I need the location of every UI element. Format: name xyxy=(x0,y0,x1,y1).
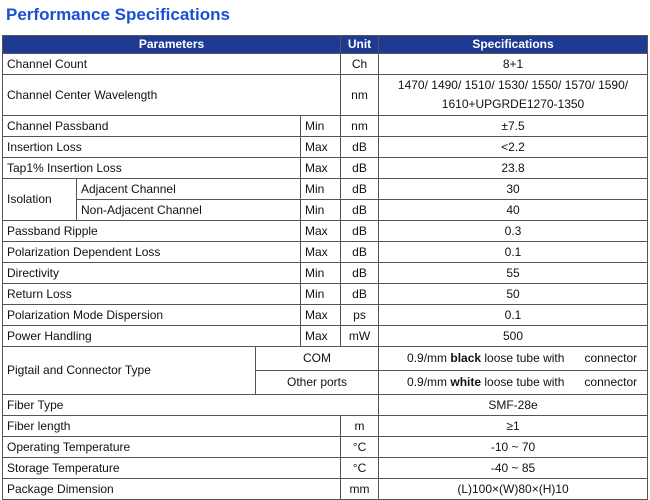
table-row xyxy=(3,347,648,371)
row-spec: <2.2 xyxy=(379,137,648,158)
row-unit: ps xyxy=(341,305,379,326)
table-row xyxy=(3,479,648,500)
row-spec: ±7.5 xyxy=(379,116,648,137)
row-minmax: Max xyxy=(301,326,341,347)
row-sublabel: Non-Adjacent Channel xyxy=(77,200,301,221)
row-spec: -10 ~ 70 xyxy=(379,437,648,458)
row-spec: ≥1 xyxy=(379,416,648,437)
row-label: Package Dimension xyxy=(3,479,341,500)
row-unit: dB xyxy=(341,158,379,179)
row-spec: 50 xyxy=(379,284,648,305)
row-sublabel: Adjacent Channel xyxy=(77,179,301,200)
header-unit: Unit xyxy=(341,36,379,54)
header-parameters: Parameters xyxy=(3,36,341,54)
row-spec: 0.1 xyxy=(379,305,648,326)
row-minmax: Min xyxy=(301,263,341,284)
spec-line: 1470/ 1490/ 1510/ 1530/ 1550/ 1570/ 1590/ xyxy=(397,78,629,92)
row-label: Storage Temperature xyxy=(3,458,341,479)
spec-text: loose tube with xyxy=(481,351,565,365)
row-spec xyxy=(379,347,648,371)
row-unit: dB xyxy=(341,263,379,284)
row-spec: 0.1 xyxy=(379,242,648,263)
row-label: Fiber Type xyxy=(3,395,379,416)
row-spec: 30 xyxy=(379,179,648,200)
table-row xyxy=(3,395,648,416)
row-minmax: Max xyxy=(301,221,341,242)
row-unit: dB xyxy=(341,242,379,263)
table-row xyxy=(3,179,648,200)
page-title: Performance Specifications xyxy=(6,5,230,24)
row-spec xyxy=(379,75,648,116)
spec-text: connector xyxy=(584,375,638,389)
row-minmax: Min xyxy=(301,284,341,305)
row-unit: m xyxy=(341,416,379,437)
row-minmax: Min xyxy=(301,200,341,221)
table-row xyxy=(3,326,648,347)
row-label: Channel Count xyxy=(3,54,341,75)
table-row xyxy=(3,458,648,479)
spec-text: connector xyxy=(584,351,638,365)
row-spec: 500 xyxy=(379,326,648,347)
row-minmax: Max xyxy=(301,305,341,326)
row-label: Return Loss xyxy=(3,284,301,305)
row-label: Directivity xyxy=(3,263,301,284)
row-unit: °C xyxy=(341,458,379,479)
row-label: Polarization Dependent Loss xyxy=(3,242,301,263)
row-unit: dB xyxy=(341,200,379,221)
row-unit: dB xyxy=(341,137,379,158)
row-label: Insertion Loss xyxy=(3,137,301,158)
row-spec: 0.3 xyxy=(379,221,648,242)
table-row xyxy=(3,116,648,137)
row-spec: 40 xyxy=(379,200,648,221)
row-spec: 55 xyxy=(379,263,648,284)
row-label: Channel Center Wavelength xyxy=(3,75,341,116)
table-row xyxy=(3,221,648,242)
row-minmax: Max xyxy=(301,137,341,158)
row-unit: nm xyxy=(341,75,379,116)
table-row xyxy=(3,158,648,179)
row-label: Operating Temperature xyxy=(3,437,341,458)
row-unit: mm xyxy=(341,479,379,500)
table-row xyxy=(3,263,648,284)
row-sublabel: Other ports xyxy=(256,371,379,395)
header-row xyxy=(3,36,648,54)
spec-emphasis: white xyxy=(450,375,482,389)
row-label: Pigtail and Connector Type xyxy=(3,347,256,395)
spec-text: loose tube with xyxy=(481,375,565,389)
row-label: Fiber length xyxy=(3,416,341,437)
row-minmax: Max xyxy=(301,242,341,263)
row-spec: (L)100×(W)80×(H)10 xyxy=(379,479,648,500)
row-unit: dB xyxy=(341,284,379,305)
row-label: Isolation xyxy=(3,179,77,221)
row-label: Channel Passband xyxy=(3,116,301,137)
row-unit: Ch xyxy=(341,54,379,75)
row-label: Passband Ripple xyxy=(3,221,301,242)
table-row xyxy=(3,75,648,116)
spec-line: 1610+UPGRDE1270-1350 xyxy=(441,97,585,111)
table-row xyxy=(3,54,648,75)
row-unit: °C xyxy=(341,437,379,458)
row-spec: -40 ~ 85 xyxy=(379,458,648,479)
table-row xyxy=(3,137,648,158)
table-row xyxy=(3,284,648,305)
row-label: Power Handling xyxy=(3,326,301,347)
spec-text: 0.9/mm xyxy=(407,351,451,365)
row-spec: SMF-28e xyxy=(379,395,648,416)
table-row xyxy=(3,305,648,326)
table-row xyxy=(3,200,648,221)
spec-emphasis: black xyxy=(450,351,482,365)
row-minmax: Min xyxy=(301,179,341,200)
table-row xyxy=(3,437,648,458)
row-unit: nm xyxy=(341,116,379,137)
row-spec xyxy=(379,371,648,395)
row-unit: mW xyxy=(341,326,379,347)
row-label: Polarization Mode Dispersion xyxy=(3,305,301,326)
row-spec: 23.8 xyxy=(379,158,648,179)
spec-text: 0.9/mm xyxy=(407,375,451,389)
row-spec: 8+1 xyxy=(379,54,648,75)
table-row xyxy=(3,242,648,263)
row-unit: dB xyxy=(341,179,379,200)
row-minmax: Max xyxy=(301,158,341,179)
row-label: Tap1% Insertion Loss xyxy=(3,158,301,179)
row-sublabel: COM xyxy=(256,347,379,371)
row-unit: dB xyxy=(341,221,379,242)
table-row xyxy=(3,416,648,437)
header-specifications: Specifications xyxy=(379,36,648,54)
row-minmax: Min xyxy=(301,116,341,137)
performance-spec-table xyxy=(2,35,648,500)
